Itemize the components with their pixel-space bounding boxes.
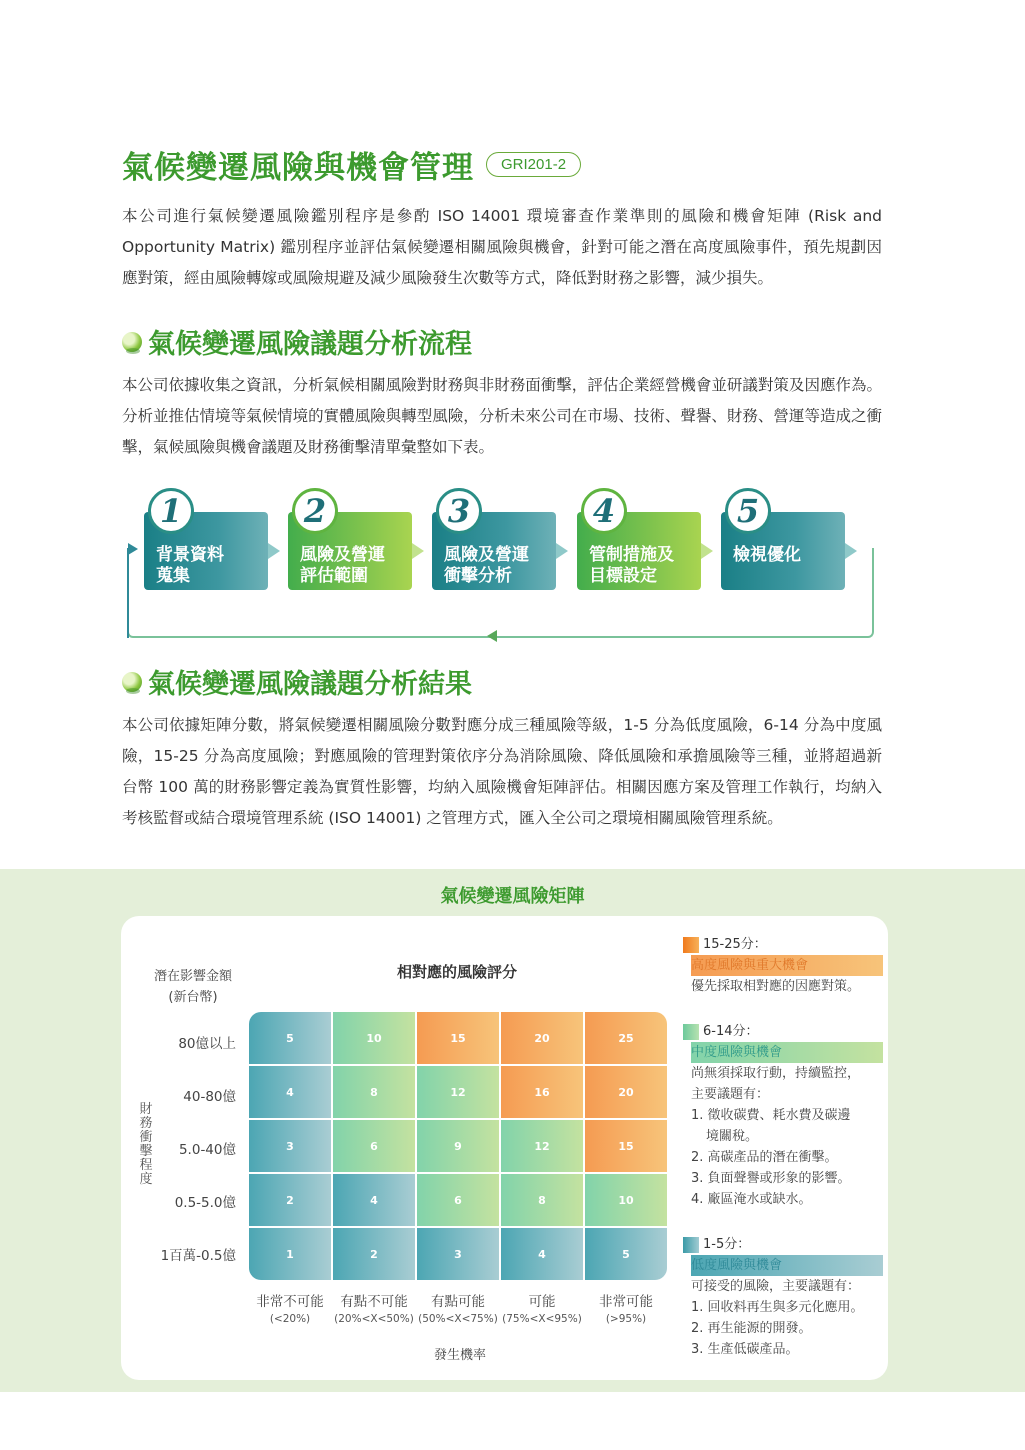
legend-range: 15-25分： <box>703 937 767 952</box>
title-row <box>122 142 581 187</box>
matrix-panel-title: 氣候變遷風險矩陣 <box>440 886 585 907</box>
legend-desc: 可接受的風險，主要議題有： <box>691 1279 861 1294</box>
col-sublabel: (<20%) <box>269 1313 311 1325</box>
y-axis-title <box>145 966 241 1008</box>
page-title: 氣候變遷風險與機會管理 <box>122 150 474 186</box>
matrix-cell: 15 <box>417 1012 499 1064</box>
flow-step-5 <box>721 491 845 590</box>
y-axis-title-line2: (新台幣) <box>168 990 218 1005</box>
legend-item: 3. 負面聲譽或形象的影響。 <box>691 1171 851 1186</box>
matrix-cell: 25 <box>585 1012 667 1064</box>
legend-desc: 主要議題有： <box>691 1087 770 1102</box>
loop-arrow-right-icon <box>128 543 138 555</box>
matrix-cell: 6 <box>333 1120 415 1172</box>
bullet-dot-icon <box>122 332 142 352</box>
row-label: 1百萬-0.5億 <box>160 1248 236 1264</box>
row-label: 80億以上 <box>178 1036 236 1052</box>
legend-low <box>683 1234 883 1360</box>
matrix-cell: 9 <box>417 1120 499 1172</box>
section-title: 氣候變遷風險議題分析結果 <box>148 669 472 700</box>
matrix-cell: 15 <box>585 1120 667 1172</box>
step-label-line1: 管制措施及 <box>589 545 674 565</box>
matrix-cell: 16 <box>501 1066 583 1118</box>
matrix-cell: 1 <box>249 1228 331 1280</box>
matrix-cell: 12 <box>417 1066 499 1118</box>
step-number: 5 <box>725 488 771 534</box>
risk-matrix-grid <box>249 1012 667 1280</box>
section-heading-process <box>122 322 472 361</box>
x-axis-title: 發生機率 <box>433 1348 486 1363</box>
section-heading-results <box>122 662 472 701</box>
col-sublabel: (20%<X<50%) <box>334 1313 414 1325</box>
legend-item: 1. 徵收碳費、耗水費及碳邊 <box>691 1108 851 1123</box>
col-sublabel: (50%<X<75%) <box>418 1313 498 1325</box>
flow-step-3 <box>432 491 556 590</box>
matrix-cell: 8 <box>501 1174 583 1226</box>
matrix-cell: 3 <box>249 1120 331 1172</box>
process-paragraph: 本公司依據收集之資訊，分析氣候相關風險對財務與非財務面衝擊，評估企業經營機會並研議對策及因應作為。分析並推估情境等氣候情境的實體風險與轉型風險，分析未來公司在市場、技術、聲譽、財務、營運等造成之衝擊，氣候風險與機會議題及財務衝擊清單彙整如下表。 <box>122 376 882 456</box>
legend-item: 2. 高碳產品的潛在衝擊。 <box>691 1150 838 1165</box>
y-axis-vertical-label: 財務衝擊程度 <box>139 1102 153 1187</box>
matrix-cell: 20 <box>585 1066 667 1118</box>
bullet-dot-icon <box>122 672 142 692</box>
y-axis-title-line1: 潛在影響金額 <box>153 969 232 984</box>
col-sublabel: (75%<X<95%) <box>502 1313 582 1325</box>
low-swatch-icon <box>683 1237 699 1253</box>
col-label: 有點不可能 <box>340 1294 408 1310</box>
legend-name: 中度風險與機會 <box>691 1042 883 1063</box>
matrix-cell: 10 <box>333 1012 415 1064</box>
matrix-cell: 4 <box>333 1174 415 1226</box>
row-label: 5.0-40億 <box>178 1142 236 1158</box>
col-label: 非常可能 <box>599 1294 653 1310</box>
mid-swatch-icon <box>683 1024 699 1040</box>
legend-item: 3. 生產低碳產品。 <box>691 1342 799 1357</box>
matrix-cell: 20 <box>501 1012 583 1064</box>
matrix-header: 相對應的風險評分 <box>397 963 518 981</box>
matrix-cell: 8 <box>333 1066 415 1118</box>
legend-range: 1-5分： <box>703 1237 751 1252</box>
row-label: 40-80億 <box>183 1089 236 1105</box>
step-label-line1: 背景資料 <box>156 545 224 565</box>
matrix-cell: 5 <box>585 1228 667 1280</box>
col-sublabel: (>95%) <box>605 1313 647 1325</box>
matrix-cell: 2 <box>249 1174 331 1226</box>
step-label-line2: 蒐集 <box>156 566 190 586</box>
matrix-cell: 4 <box>501 1228 583 1280</box>
legend-item: 1. 回收料再生與多元化應用。 <box>691 1300 864 1315</box>
flow-loop-left-line <box>127 548 129 638</box>
flow-step-1 <box>144 491 268 590</box>
matrix-cell: 5 <box>249 1012 331 1064</box>
legend-high <box>683 934 883 997</box>
step-label-line1: 風險及營運 <box>444 545 529 565</box>
step-label-line1: 檢視優化 <box>733 545 801 565</box>
legend-name: 低度風險與機會 <box>691 1255 883 1276</box>
col-label: 非常不可能 <box>256 1294 324 1310</box>
flow-step-4 <box>577 491 701 590</box>
matrix-cell: 4 <box>249 1066 331 1118</box>
step-label-line2: 目標設定 <box>589 566 657 586</box>
legend-item: 2. 再生能源的開發。 <box>691 1321 812 1336</box>
section-title: 氣候變遷風險議題分析流程 <box>148 329 472 360</box>
legend-name: 高度風險與重大機會 <box>691 955 883 976</box>
legend-desc: 尚無須採取行動，持續監控， <box>691 1066 861 1081</box>
matrix-cell: 6 <box>417 1174 499 1226</box>
step-number: 2 <box>292 488 338 534</box>
row-label: 0.5-5.0億 <box>174 1195 236 1211</box>
intro-paragraph: 本公司進行氣候變遷風險鑑別程序是參酌 ISO 14001 環境審查作業準則的風險和機會矩陣 (Risk and Opportunity Matrix) 鑑別程序並評估氣候變遷相關風險與機會，針對可能之潛在高度風險事件，預先規劃因應對策，經由風險轉嫁或風險規避及減少風險發生次數等方式，降低對財務之影響，減少損失。 <box>122 207 882 287</box>
step-number: 1 <box>148 488 194 534</box>
step-number: 4 <box>581 488 627 534</box>
step-label-line1: 風險及營運 <box>300 545 385 565</box>
col-label: 可能 <box>528 1294 556 1310</box>
gri-badge: GRI201-2 <box>486 152 581 177</box>
step-label-line2: 衝擊分析 <box>444 566 512 586</box>
results-paragraph: 本公司依據矩陣分數，將氣候變遷相關風險分數對應分成三種風險等級，1-5 分為低度風險，6-14 分為中度風險，15-25 分為高度風險；對應風險的管理對策依序分為消除風險、降低風險和承擔風險等三種，並將超過新台幣 100 萬的財務影響定義為實質性影響，均納入風險機會矩陣評估。相關因應方案及管理工作執行，均納入考核監督或結合環境管理系統 (ISO 14001) 之管理方式，匯入全公司之環境相關風險管理系統。 <box>122 716 882 827</box>
legend-mid <box>683 1021 883 1210</box>
matrix-cell: 12 <box>501 1120 583 1172</box>
step-label-line2: 評估範圍 <box>300 566 368 586</box>
high-swatch-icon <box>683 937 699 953</box>
col-label: 有點可能 <box>431 1294 485 1310</box>
legend-item: 境關稅。 <box>706 1129 759 1144</box>
matrix-cell: 3 <box>417 1228 499 1280</box>
legend-range: 6-14分： <box>703 1024 759 1039</box>
legend-desc: 優先採取相對應的因應對策。 <box>691 979 861 994</box>
matrix-cell: 2 <box>333 1228 415 1280</box>
loop-arrow-left-icon <box>487 630 497 642</box>
legend-item: 4. 廠區淹水或缺水。 <box>691 1192 812 1207</box>
step-number: 3 <box>436 488 482 534</box>
flow-step-2 <box>288 491 412 590</box>
matrix-cell: 10 <box>585 1174 667 1226</box>
